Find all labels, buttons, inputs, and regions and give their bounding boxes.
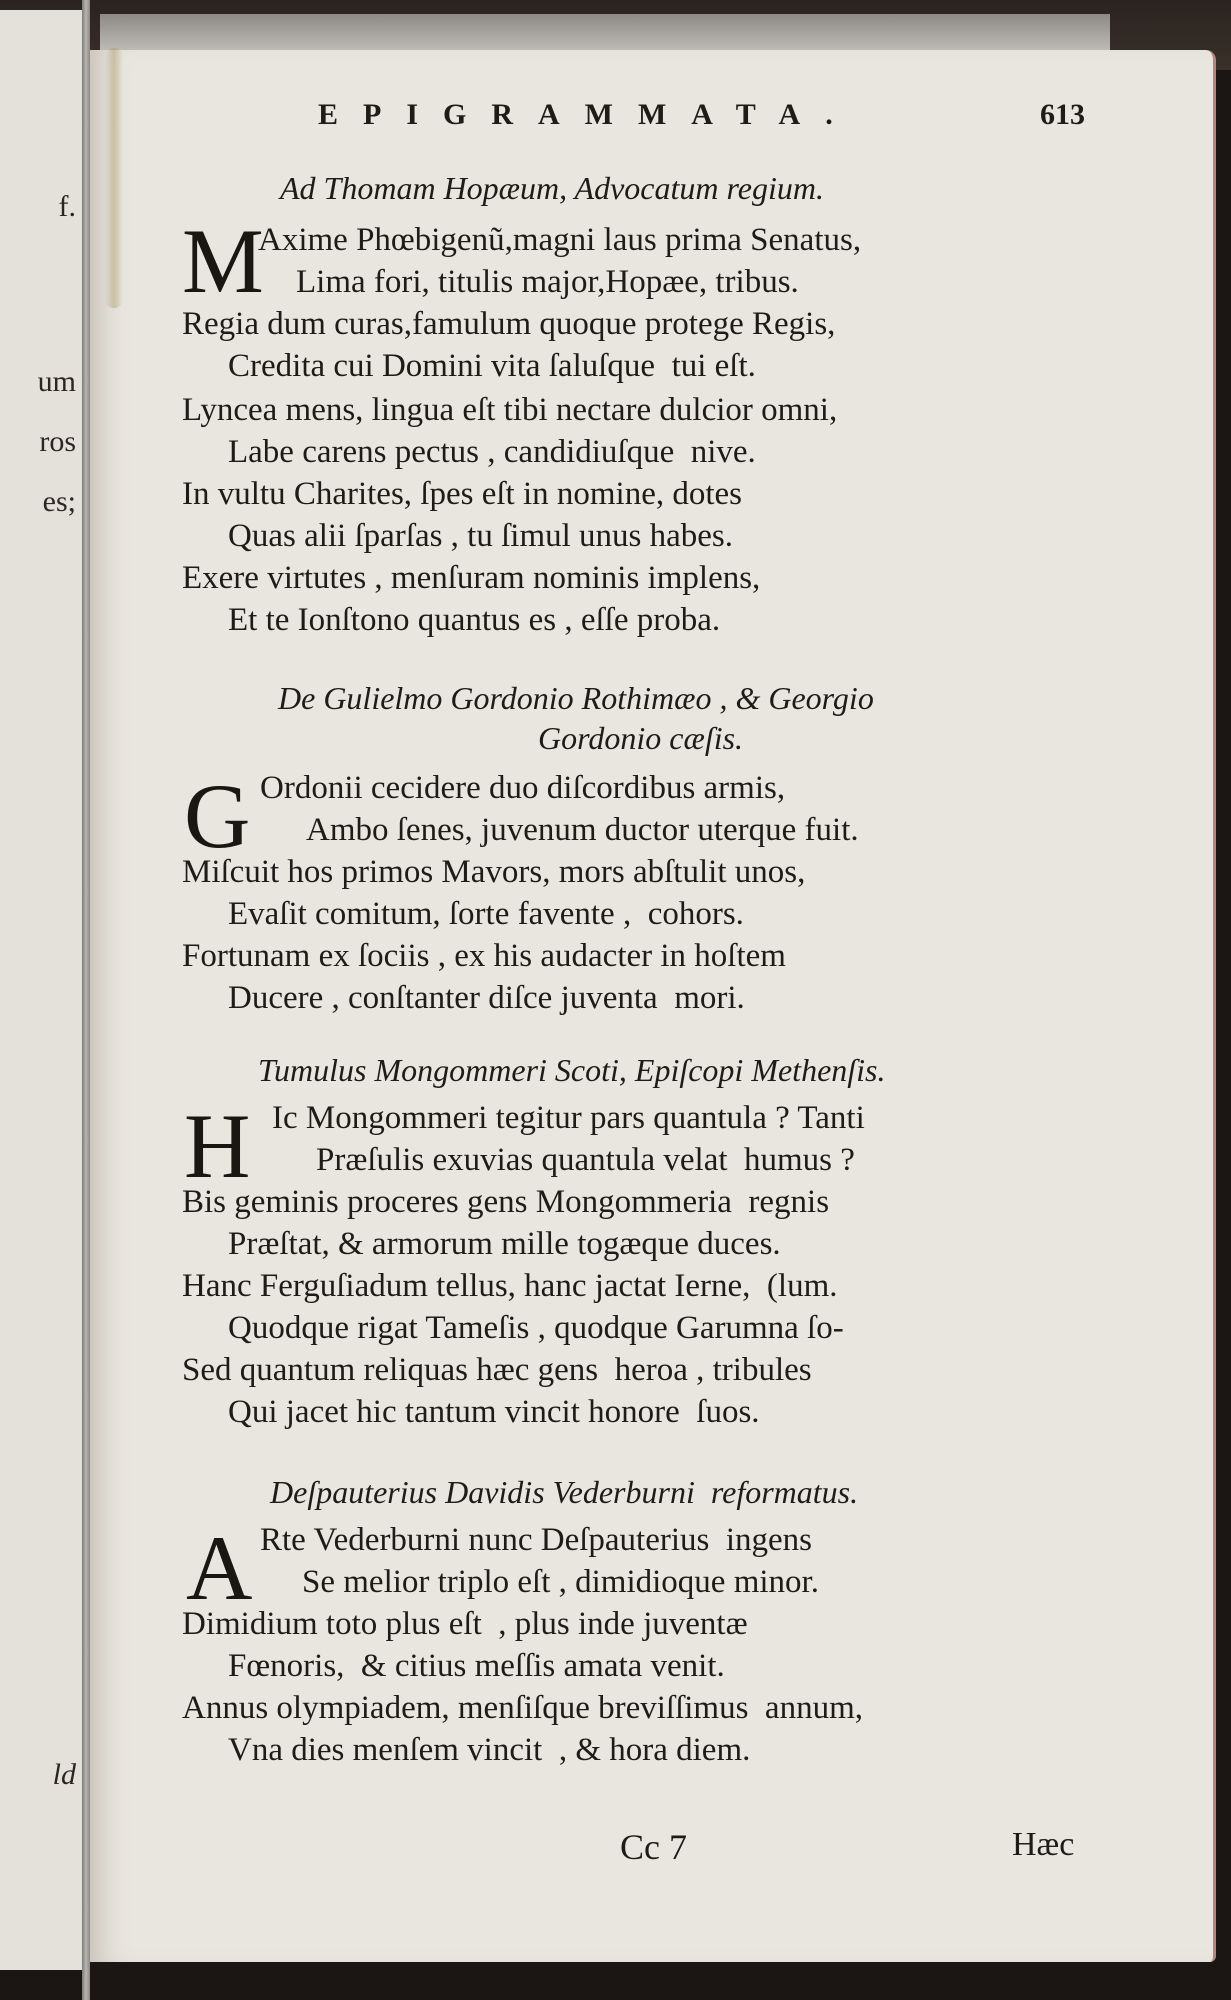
verse-line: Ordonii cecidere duo diſcordibus armis, [260, 770, 786, 806]
verse-line: Miſcuit hos primos Mavors, mors abſtulit unos, [182, 854, 806, 890]
running-head: EPIGRAMMATA. [318, 98, 858, 131]
drop-cap: G [184, 765, 251, 867]
verse-line: Axime Phœbigenũ,magni laus prima Senatus, [258, 222, 862, 258]
verse-line: Annus olympiadem, menſiſque breviſſimus annum, [182, 1690, 863, 1726]
verse-line: Fœnoris, & citius meſſis amata venit. [228, 1648, 725, 1684]
drop-cap: M [182, 210, 264, 312]
verse-line: Ambo ſenes, juvenum ductor uterque fuit. [306, 812, 859, 848]
facing-fragment: ld [52, 1758, 76, 1791]
facing-page [0, 10, 82, 1970]
signature-mark: Cc 7 [620, 1827, 687, 1867]
poem-title: Tumulus Mongommeri Scoti, Epiſcopi Methenſis. [258, 1052, 886, 1088]
verse-line: Præſulis exuvias quantula velat humus ? [316, 1142, 855, 1178]
verse-line: Hanc Ferguſiadum tellus, hanc jactat Ierne, (lum. [182, 1268, 838, 1304]
book-gutter [82, 0, 90, 2000]
verse-line: Rte Vederburni nunc Deſpauterius ingens [260, 1522, 813, 1558]
drop-cap: H [184, 1095, 251, 1197]
verse-line: Bis geminis proceres gens Mongommeria regnis [182, 1184, 830, 1220]
verse-line: Præſtat, & armorum mille togæque duces. [228, 1226, 781, 1262]
verse-line: Ic Mongommeri tegitur pars quantula ? Tanti [272, 1100, 865, 1136]
verse-line: Labe carens pectus , candidiuſque nive. [228, 434, 756, 470]
facing-fragment: f. [58, 190, 76, 223]
verse-line: Sed quantum reliquas hæc gens heroa , tribules [182, 1352, 812, 1388]
poem-title: Ad Thomam Hopæum, Advocatum regium. [280, 170, 824, 206]
facing-fragment: um [37, 365, 76, 398]
verse-line: Exere virtutes , menſuram nominis implens, [182, 560, 761, 596]
verse-line: Evaſit comitum, ſorte favente , cohors. [228, 896, 744, 932]
verse-line: Lima fori, titulis major,Hopæe, tribus. [296, 264, 799, 300]
poem-title: De Gulielmo Gordonio Rothimæo , & Georgio [278, 680, 874, 716]
catchword: Hæc [1012, 1826, 1075, 1863]
verse-line: Fortunam ex ſociis , ex his audacter in hoſtem [182, 938, 786, 974]
verse-line: Se melior triplo eſt , dimidioque minor. [302, 1564, 819, 1600]
poem-title-continued: Gordonio cæſis. [538, 720, 744, 756]
verse-line: Quodque rigat Tameſis , quodque Garumna ſo- [228, 1310, 844, 1346]
poem-title: Deſpauterius Davidis Vederburni reformatus. [270, 1474, 859, 1510]
verse-line: Ducere , conſtanter diſce juventa mori. [228, 980, 745, 1016]
verse-line: Regia dum curas,famulum quoque protege Regis, [182, 306, 836, 342]
drop-cap: A [186, 1517, 253, 1619]
verse-line: Vna dies menſem vincit , & hora diem. [228, 1732, 751, 1768]
facing-fragment: ros [39, 425, 76, 458]
water-stain [105, 48, 123, 308]
verse-line: Qui jacet hic tantum vincit honore ſuos. [228, 1394, 760, 1430]
verse-line: Quas alii ſparſas , tu ſimul unus habes. [228, 518, 734, 554]
facing-fragment: es; [42, 485, 76, 518]
verse-line: Credita cui Domini vita ſaluſque tui eſt. [228, 348, 756, 384]
verse-line: In vultu Charites, ſpes eſt in nomine, dotes [182, 476, 743, 512]
page-number: 613 [1040, 98, 1085, 131]
verse-line: Lyncea mens, lingua eſt tibi nectare dulcior omni, [182, 392, 838, 428]
verse-line: Et te Ionſtono quantus es , eſſe proba. [228, 602, 721, 638]
verse-line: Dimidium toto plus eſt , plus inde juventæ [182, 1606, 748, 1642]
